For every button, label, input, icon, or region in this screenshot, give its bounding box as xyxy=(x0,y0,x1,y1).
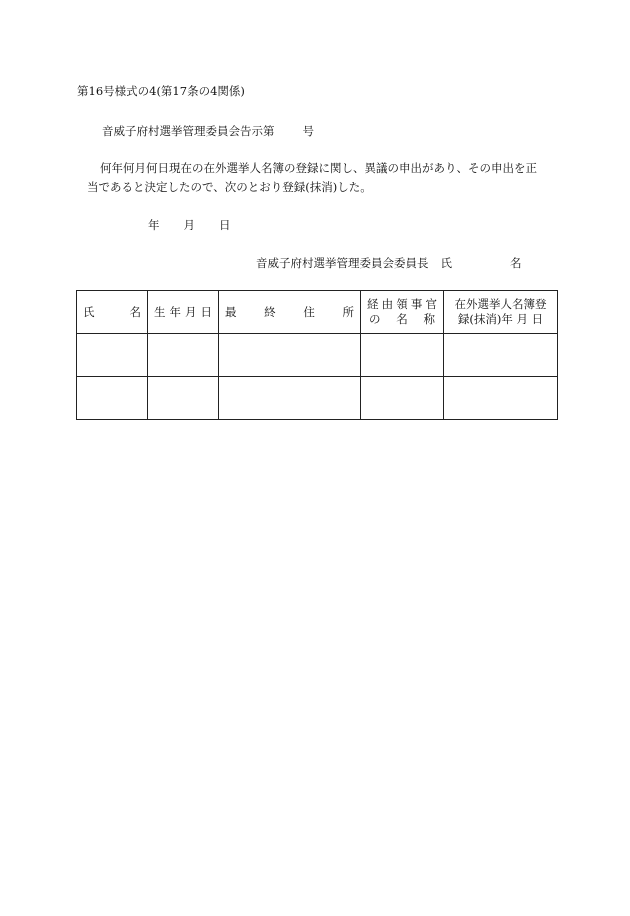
date-year: 年 xyxy=(148,218,160,232)
table-cell xyxy=(219,377,361,420)
table-cell xyxy=(444,334,558,377)
header-consulate-char: 称 xyxy=(423,312,435,326)
header-consulate xyxy=(361,291,444,334)
table-cell xyxy=(444,377,558,420)
notice-number-suffix: 号 xyxy=(302,124,314,138)
header-last-address-char: 終 xyxy=(264,304,276,319)
header-name-char: 名 xyxy=(129,304,141,319)
notice-number-line xyxy=(102,124,314,138)
date-line xyxy=(148,218,231,232)
header-register-date-line-2: 録(抹消)年 月 日 xyxy=(457,312,544,326)
header-consulate-char: 領 xyxy=(396,297,408,311)
register-table xyxy=(76,290,558,420)
header-register-date xyxy=(444,291,558,334)
form-reference: 第16号様式の4(第17条の4関係) xyxy=(77,84,245,98)
header-birthdate xyxy=(148,291,219,334)
table-cell xyxy=(219,334,361,377)
notice-number-prefix: 音威子府村選挙管理委員会告示第 xyxy=(102,124,275,138)
header-name xyxy=(77,291,148,334)
header-consulate-char: 経 xyxy=(367,297,379,311)
body-text-line-2: 当であると決定したので、次のとおり登録(抹消)した。 xyxy=(87,180,372,194)
header-consulate-char: 事 xyxy=(410,297,423,311)
signature-name-prefix: 氏 xyxy=(440,256,452,270)
signature-line xyxy=(256,256,522,270)
header-consulate-char: 由 xyxy=(381,297,394,311)
header-last-address-char: 住 xyxy=(303,304,315,319)
header-register-date-line-1: 在外選挙人名簿登 xyxy=(454,297,547,311)
table-row xyxy=(77,377,558,420)
header-consulate-char: 名 xyxy=(396,312,408,326)
header-last-address-char: 最 xyxy=(225,304,237,319)
header-birthdate-char: 日 xyxy=(200,304,212,319)
body-text-line-1: 何年何月何日現在の在外選挙人名簿の登録に関し、異議の申出があり、その申出を正 xyxy=(100,161,537,175)
table-cell xyxy=(148,334,219,377)
date-month: 月 xyxy=(183,218,195,232)
table-cell xyxy=(77,334,148,377)
header-last-address xyxy=(219,291,361,334)
date-day: 日 xyxy=(219,218,231,232)
table-header-row xyxy=(77,291,558,334)
header-name-char: 氏 xyxy=(83,304,95,319)
signature-title: 音威子府村選挙管理委員会委員長 xyxy=(256,256,429,270)
header-birthdate-char: 生 xyxy=(154,304,166,319)
header-last-address-char: 所 xyxy=(342,304,354,319)
table-cell xyxy=(361,334,444,377)
table-cell xyxy=(77,377,148,420)
header-birthdate-char: 年 xyxy=(169,304,181,319)
signature-name-suffix: 名 xyxy=(510,256,522,270)
header-consulate-char: 官 xyxy=(425,297,437,311)
table-cell xyxy=(361,377,444,420)
table-row xyxy=(77,334,558,377)
header-consulate-char: の xyxy=(369,312,381,326)
table-cell xyxy=(148,377,219,420)
header-birthdate-char: 月 xyxy=(185,304,197,319)
